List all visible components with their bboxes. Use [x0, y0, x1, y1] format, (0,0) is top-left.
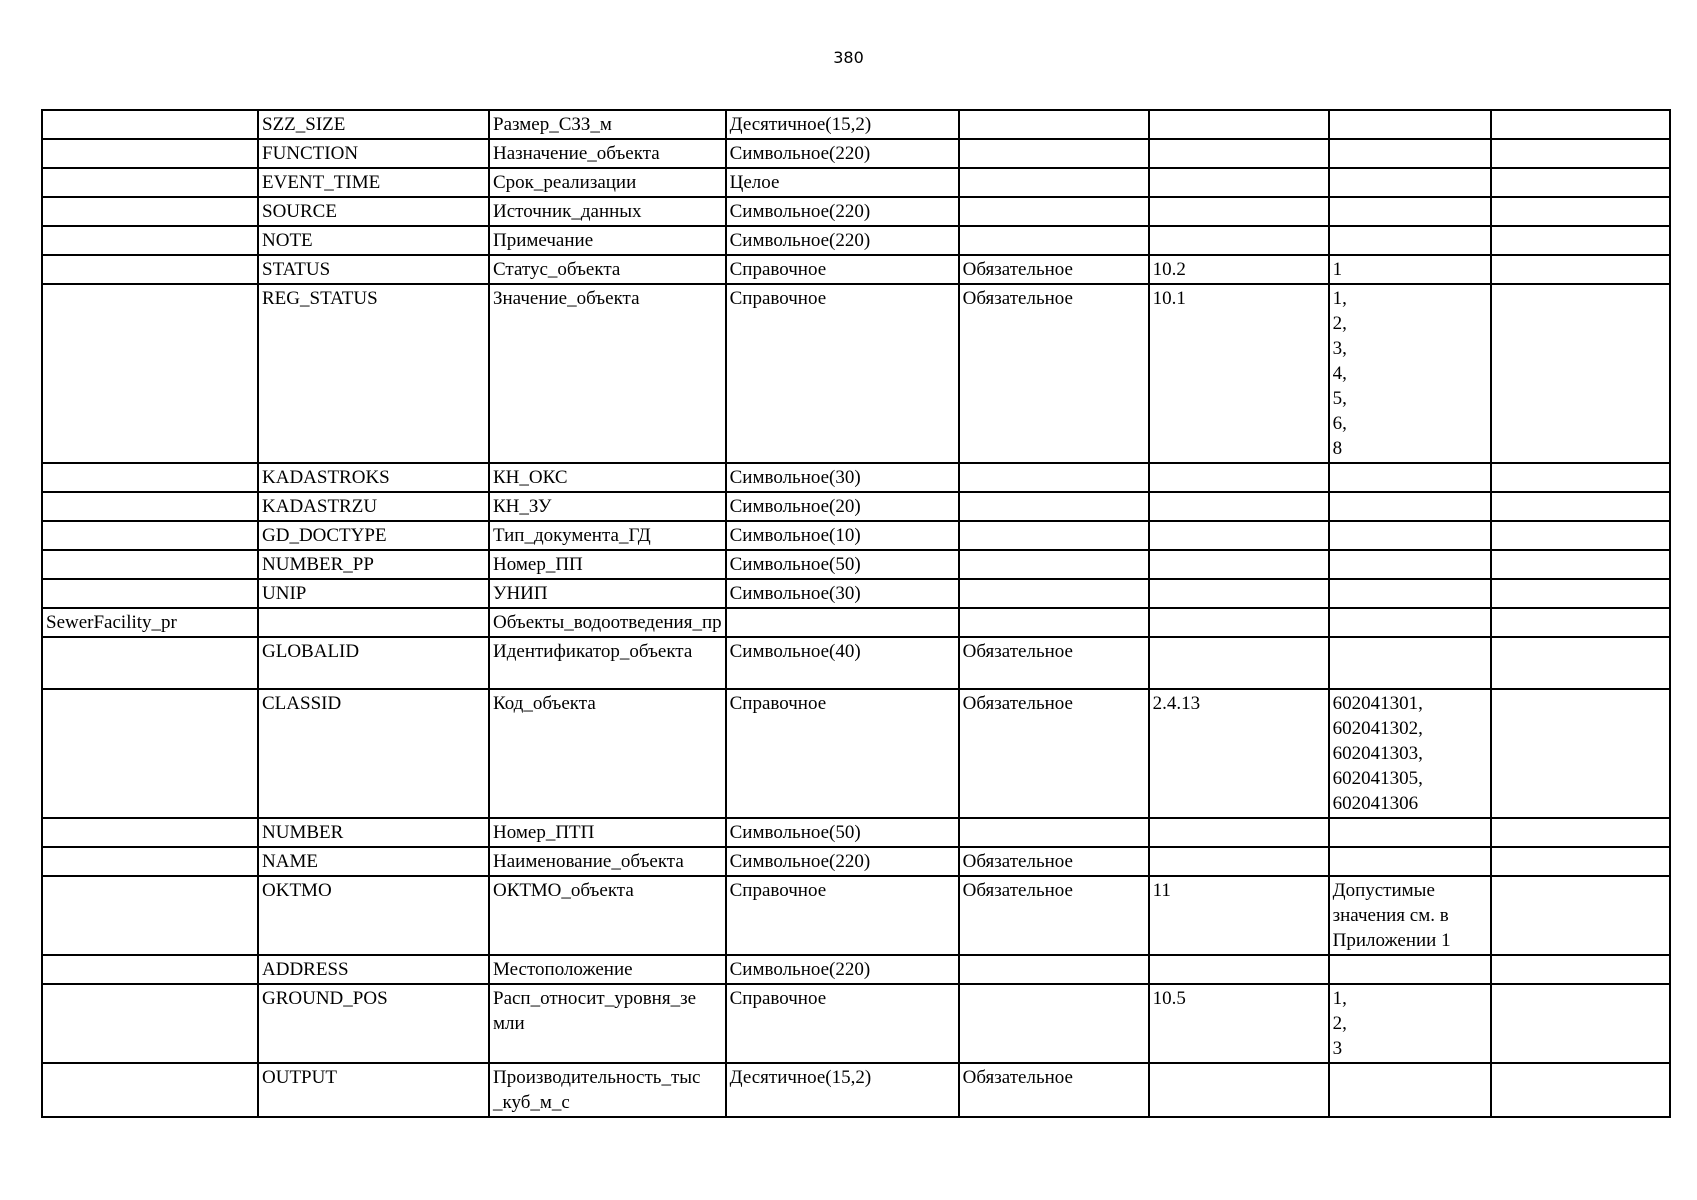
allowed-values-cell	[1329, 818, 1491, 847]
layer-name-cell	[42, 984, 258, 1063]
requirement-cell: Обязательное	[959, 637, 1149, 689]
field-type-cell	[726, 608, 959, 637]
layer-name-cell	[42, 876, 258, 955]
allowed-values-cell	[1329, 637, 1491, 689]
reference-code-cell	[1149, 955, 1329, 984]
field-name-cell: NUMBER_PP	[258, 550, 489, 579]
field-type-cell: Символьное(20)	[726, 492, 959, 521]
table-row	[42, 847, 1670, 876]
requirement-cell: Обязательное	[959, 255, 1149, 284]
field-name-cell: OUTPUT	[258, 1063, 489, 1117]
requirement-cell: Обязательное	[959, 1063, 1149, 1117]
note-cell	[1491, 1063, 1670, 1117]
field-type-cell: Символьное(220)	[726, 955, 959, 984]
allowed-values-cell	[1329, 579, 1491, 608]
table-row	[42, 110, 1670, 139]
field-alias-cell: Расп_относит_уровня_зе мли	[489, 984, 726, 1063]
field-alias-cell: Номер_ПТП	[489, 818, 726, 847]
layer-name-cell	[42, 226, 258, 255]
field-name-cell: KADASTROKS	[258, 463, 489, 492]
table-row	[42, 1063, 1670, 1117]
allowed-values-cell	[1329, 197, 1491, 226]
allowed-values-cell	[1329, 226, 1491, 255]
field-alias-cell: Наименование_объекта	[489, 847, 726, 876]
field-alias-cell: УНИП	[489, 579, 726, 608]
note-cell	[1491, 847, 1670, 876]
field-alias-cell: Местоположение	[489, 955, 726, 984]
requirement-cell: Обязательное	[959, 689, 1149, 818]
field-name-cell: EVENT_TIME	[258, 168, 489, 197]
note-cell	[1491, 139, 1670, 168]
field-type-cell: Справочное	[726, 984, 959, 1063]
note-cell	[1491, 521, 1670, 550]
field-alias-cell: Срок_реализации	[489, 168, 726, 197]
table-row	[42, 226, 1670, 255]
requirement-cell	[959, 608, 1149, 637]
field-alias-cell: Тип_документа_ГД	[489, 521, 726, 550]
field-type-cell: Справочное	[726, 876, 959, 955]
reference-code-cell: 11	[1149, 876, 1329, 955]
table-row	[42, 608, 1670, 637]
field-type-cell: Справочное	[726, 255, 959, 284]
field-alias-cell: Объекты_водоотведения_пр	[489, 608, 726, 637]
reference-code-cell	[1149, 226, 1329, 255]
note-cell	[1491, 197, 1670, 226]
attribute-table	[41, 109, 1671, 1118]
note-cell	[1491, 492, 1670, 521]
reference-code-cell: 10.5	[1149, 984, 1329, 1063]
table-row	[42, 955, 1670, 984]
layer-name-cell: SewerFacility_pr	[42, 608, 258, 637]
field-type-cell: Справочное	[726, 689, 959, 818]
requirement-cell	[959, 955, 1149, 984]
layer-name-cell	[42, 521, 258, 550]
reference-code-cell: 2.4.13	[1149, 689, 1329, 818]
layer-name-cell	[42, 818, 258, 847]
field-name-cell: GLOBALID	[258, 637, 489, 689]
layer-name-cell	[42, 463, 258, 492]
layer-name-cell	[42, 550, 258, 579]
field-name-cell	[258, 608, 489, 637]
note-cell	[1491, 255, 1670, 284]
requirement-cell	[959, 984, 1149, 1063]
layer-name-cell	[42, 168, 258, 197]
field-name-cell: GROUND_POS	[258, 984, 489, 1063]
field-type-cell: Символьное(30)	[726, 463, 959, 492]
note-cell	[1491, 984, 1670, 1063]
field-alias-cell: Назначение_объекта	[489, 139, 726, 168]
requirement-cell: Обязательное	[959, 284, 1149, 463]
requirement-cell: Обязательное	[959, 847, 1149, 876]
note-cell	[1491, 463, 1670, 492]
reference-code-cell	[1149, 521, 1329, 550]
field-name-cell: FUNCTION	[258, 139, 489, 168]
attribute-table-body	[42, 110, 1670, 1117]
field-type-cell: Символьное(220)	[726, 847, 959, 876]
field-name-cell: ADDRESS	[258, 955, 489, 984]
field-name-cell: SOURCE	[258, 197, 489, 226]
allowed-values-cell: 1	[1329, 255, 1491, 284]
field-name-cell: SZZ_SIZE	[258, 110, 489, 139]
table-row	[42, 637, 1670, 689]
requirement-cell	[959, 463, 1149, 492]
field-alias-cell: Размер_СЗЗ_м	[489, 110, 726, 139]
layer-name-cell	[42, 1063, 258, 1117]
requirement-cell	[959, 521, 1149, 550]
field-alias-cell: КН_ЗУ	[489, 492, 726, 521]
allowed-values-cell	[1329, 521, 1491, 550]
field-alias-cell: Источник_данных	[489, 197, 726, 226]
layer-name-cell	[42, 637, 258, 689]
field-name-cell: REG_STATUS	[258, 284, 489, 463]
field-type-cell: Справочное	[726, 284, 959, 463]
field-type-cell: Целое	[726, 168, 959, 197]
field-name-cell: OKTMO	[258, 876, 489, 955]
reference-code-cell: 10.1	[1149, 284, 1329, 463]
table-row	[42, 284, 1670, 463]
allowed-values-cell	[1329, 550, 1491, 579]
field-alias-cell: Номер_ПП	[489, 550, 726, 579]
table-row	[42, 463, 1670, 492]
layer-name-cell	[42, 847, 258, 876]
field-alias-cell: Значение_объекта	[489, 284, 726, 463]
layer-name-cell	[42, 579, 258, 608]
layer-name-cell	[42, 139, 258, 168]
allowed-values-cell	[1329, 608, 1491, 637]
reference-code-cell	[1149, 1063, 1329, 1117]
requirement-cell	[959, 818, 1149, 847]
allowed-values-cell: 602041301, 602041302, 602041303, 602041305, 602041306	[1329, 689, 1491, 818]
requirement-cell	[959, 139, 1149, 168]
layer-name-cell	[42, 255, 258, 284]
field-name-cell: CLASSID	[258, 689, 489, 818]
field-type-cell: Символьное(10)	[726, 521, 959, 550]
field-type-cell: Десятичное(15,2)	[726, 110, 959, 139]
note-cell	[1491, 637, 1670, 689]
layer-name-cell	[42, 197, 258, 226]
table-row	[42, 984, 1670, 1063]
reference-code-cell	[1149, 492, 1329, 521]
table-row	[42, 168, 1670, 197]
allowed-values-cell	[1329, 847, 1491, 876]
layer-name-cell	[42, 955, 258, 984]
field-name-cell: GD_DOCTYPE	[258, 521, 489, 550]
requirement-cell	[959, 197, 1149, 226]
field-alias-cell: Код_объекта	[489, 689, 726, 818]
field-type-cell: Символьное(220)	[726, 226, 959, 255]
table-row	[42, 521, 1670, 550]
layer-name-cell	[42, 492, 258, 521]
field-name-cell: NOTE	[258, 226, 489, 255]
requirement-cell	[959, 550, 1149, 579]
allowed-values-cell	[1329, 168, 1491, 197]
note-cell	[1491, 818, 1670, 847]
note-cell	[1491, 955, 1670, 984]
note-cell	[1491, 284, 1670, 463]
reference-code-cell	[1149, 139, 1329, 168]
requirement-cell	[959, 168, 1149, 197]
reference-code-cell	[1149, 168, 1329, 197]
field-alias-cell: Примечание	[489, 226, 726, 255]
allowed-values-cell	[1329, 110, 1491, 139]
field-alias-cell: ОКТМО_объекта	[489, 876, 726, 955]
allowed-values-cell: Допустимые значения см. в Приложении 1	[1329, 876, 1491, 955]
requirement-cell	[959, 492, 1149, 521]
note-cell	[1491, 876, 1670, 955]
layer-name-cell	[42, 110, 258, 139]
field-alias-cell: КН_ОКС	[489, 463, 726, 492]
table-row	[42, 689, 1670, 818]
note-cell	[1491, 226, 1670, 255]
field-name-cell: NUMBER	[258, 818, 489, 847]
field-alias-cell: Производительность_тыс _куб_м_с	[489, 1063, 726, 1117]
field-alias-cell: Идентификатор_объекта	[489, 637, 726, 689]
field-type-cell: Символьное(40)	[726, 637, 959, 689]
field-name-cell: UNIP	[258, 579, 489, 608]
field-type-cell: Символьное(220)	[726, 197, 959, 226]
reference-code-cell	[1149, 463, 1329, 492]
table-row	[42, 876, 1670, 955]
note-cell	[1491, 608, 1670, 637]
field-type-cell: Десятичное(15,2)	[726, 1063, 959, 1117]
allowed-values-cell	[1329, 139, 1491, 168]
note-cell	[1491, 168, 1670, 197]
requirement-cell	[959, 579, 1149, 608]
reference-code-cell	[1149, 847, 1329, 876]
requirement-cell	[959, 226, 1149, 255]
field-name-cell: STATUS	[258, 255, 489, 284]
field-name-cell: KADASTRZU	[258, 492, 489, 521]
table-row	[42, 139, 1670, 168]
requirement-cell: Обязательное	[959, 876, 1149, 955]
allowed-values-cell	[1329, 955, 1491, 984]
reference-code-cell	[1149, 110, 1329, 139]
allowed-values-cell	[1329, 1063, 1491, 1117]
field-type-cell: Символьное(50)	[726, 818, 959, 847]
table-row	[42, 818, 1670, 847]
reference-code-cell	[1149, 550, 1329, 579]
reference-code-cell: 10.2	[1149, 255, 1329, 284]
table-row	[42, 579, 1670, 608]
allowed-values-cell: 1, 2, 3, 4, 5, 6, 8	[1329, 284, 1491, 463]
note-cell	[1491, 689, 1670, 818]
field-type-cell: Символьное(30)	[726, 579, 959, 608]
page-number: 380	[833, 48, 864, 67]
note-cell	[1491, 579, 1670, 608]
allowed-values-cell	[1329, 463, 1491, 492]
reference-code-cell	[1149, 608, 1329, 637]
layer-name-cell	[42, 689, 258, 818]
table-row	[42, 550, 1670, 579]
field-alias-cell: Статус_объекта	[489, 255, 726, 284]
reference-code-cell	[1149, 818, 1329, 847]
field-type-cell: Символьное(50)	[726, 550, 959, 579]
reference-code-cell	[1149, 579, 1329, 608]
layer-name-cell	[42, 284, 258, 463]
reference-code-cell	[1149, 197, 1329, 226]
table-row	[42, 492, 1670, 521]
table-row	[42, 255, 1670, 284]
note-cell	[1491, 110, 1670, 139]
requirement-cell	[959, 110, 1149, 139]
reference-code-cell	[1149, 637, 1329, 689]
field-name-cell: NAME	[258, 847, 489, 876]
note-cell	[1491, 550, 1670, 579]
allowed-values-cell	[1329, 492, 1491, 521]
table-row	[42, 197, 1670, 226]
allowed-values-cell: 1, 2, 3	[1329, 984, 1491, 1063]
field-type-cell: Символьное(220)	[726, 139, 959, 168]
